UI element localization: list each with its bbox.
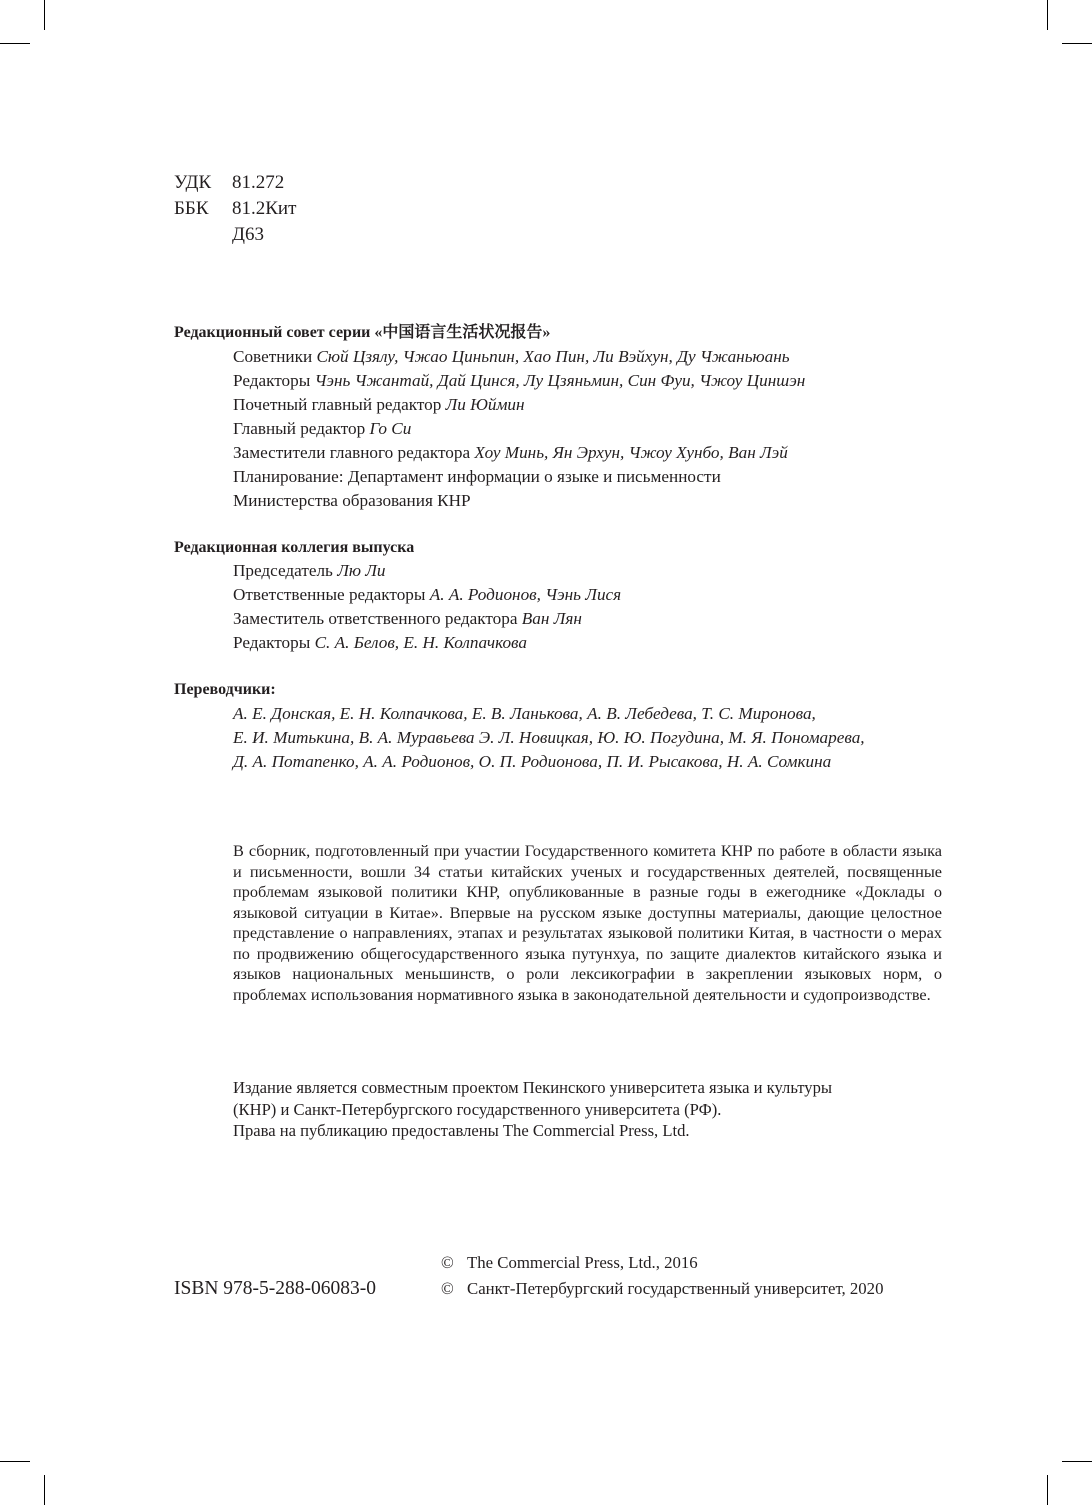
names: Лю Ли [337, 561, 386, 580]
crop-mark [0, 43, 30, 44]
series-board-line [233, 345, 805, 369]
isbn: ISBN 978-5-288-06083-0 [174, 1278, 377, 1299]
publication-note-line: (КНР) и Санкт-Петербургского государственного университета (РФ). [233, 1099, 722, 1119]
role-label: Планирование: Департамент информации о языке и письменности [233, 467, 721, 486]
publication-note-line: Права на публикацию предоставлены The Commercial Press, Ltd. [233, 1121, 690, 1140]
role-label: Заместитель ответственного редактора [233, 609, 522, 628]
crop-mark [1062, 43, 1092, 44]
translators-list [233, 702, 865, 774]
bbk-row [174, 196, 296, 222]
names: С. А. Белов, Е. Н. Колпачкова [314, 633, 527, 652]
role-label: Почетный главный редактор [233, 395, 446, 414]
issue-board-list [233, 559, 621, 655]
crop-mark [0, 1461, 30, 1462]
series-board-list [233, 345, 805, 513]
copyright-icon: © [441, 1279, 454, 1298]
series-board-heading: Редакционный совет серии «中国语言生活状况报告» [174, 324, 551, 341]
bbk-label: ББК [174, 198, 209, 219]
issue-board-heading: Редакционная коллегия выпуска [174, 539, 415, 556]
names: Ли Юймин [445, 395, 525, 414]
translators-line: Е. И. Митькина, В. А. Муравьева Э. Л. Новицкая, Ю. Ю. Погудина, М. Я. Пономарева, [233, 728, 865, 747]
copyright-line [441, 1276, 883, 1302]
copyright-line [441, 1250, 883, 1276]
names: Хоу Минь, Ян Эрхун, Чжоу Хунбо, Ван Лэй [474, 443, 788, 462]
copyright-block [441, 1250, 883, 1302]
role-label: Председатель [233, 561, 338, 580]
names: Го Си [369, 419, 412, 438]
series-board-line [233, 441, 805, 465]
translators-heading: Переводчики: [174, 681, 276, 698]
crop-mark [1047, 1475, 1048, 1505]
udk-row [174, 170, 296, 196]
bbk-value: 81.2Кит [232, 198, 297, 219]
copyright-text: Санкт-Петербургский государственный университет, 2020 [467, 1279, 884, 1298]
udk-value: 81.272 [232, 172, 285, 193]
publication-note-line: Издание является совместным проектом Пекинского университета языка и культуры [233, 1078, 833, 1097]
copyright-text: The Commercial Press, Ltd., 2016 [467, 1253, 698, 1272]
crop-mark [44, 1475, 45, 1505]
crop-mark [1047, 0, 1048, 30]
classification-block [174, 170, 296, 248]
role-label: Ответственные редакторы [233, 585, 430, 604]
translators-line: А. Е. Донская, Е. Н. Колпачкова, Е. В. Ланькова, А. В. Лебедева, Т. С. Миронова, [233, 704, 816, 723]
series-board-line [233, 417, 805, 441]
series-board-line [233, 489, 805, 513]
role-label: Советники [233, 347, 317, 366]
copyright-icon: © [441, 1253, 454, 1272]
names: Ван Лян [521, 609, 582, 628]
series-board-line [233, 465, 805, 489]
series-board-line [233, 369, 805, 393]
issue-board-line [233, 559, 621, 583]
role-label: Редакторы [233, 633, 315, 652]
crop-mark [44, 0, 45, 30]
names: А. А. Родионов, Чэнь Лися [429, 585, 622, 604]
role-label: Министерства образования КНР [233, 491, 471, 510]
author-mark-value: Д63 [232, 224, 264, 245]
role-label: Редакторы [233, 371, 315, 390]
issue-board-line [233, 631, 621, 655]
udk-label: УДК [174, 172, 212, 193]
role-label: Главный редактор [233, 419, 370, 438]
issue-board-line [233, 607, 621, 631]
publication-note [233, 1077, 832, 1142]
translators-line: Д. А. Потапенко, А. А. Родионов, О. П. Родионова, П. И. Рысакова, Н. А. Сомкина [233, 752, 832, 771]
crop-mark [1062, 1461, 1092, 1462]
annotation-paragraph: В сборник, подготовленный при участии Государственного комитета КНР по работе в области языка и письменности, вошли 34 статьи китайских ученых и государственных деятелей, посвященные проблемам языковой политики КНР, опубликованные в разные годы в ежегоднике «Доклады о языковой ситуации в Китае». Впервые на русском языке доступны материалы, дающие целостное представление о направлениях, этапах и результатах языковой политики Китая, в частности о мерах по продвижению общегосударственного языка путунхуа, по защите диалектов китайского языка и языков национальных меньшинств, о роли лексикографии в закреплении языковых норм, о проблемах использования нормативного языка в законодательной деятельности и судопроизводстве. [233, 841, 942, 1004]
role-label: Заместители главного редактора [233, 443, 475, 462]
series-board-line [233, 393, 805, 417]
names: Чэнь Чжантай, Дай Цинся, Лу Цзяньмин, Син Фуи, Чжоу Циншэн [314, 371, 806, 390]
issue-board-line [233, 583, 621, 607]
names: Сюй Цзялу, Чжао Циньпин, Хао Пин, Ли Вэйхун, Ду Чжаньюань [316, 347, 790, 366]
author-mark-row [174, 222, 296, 248]
